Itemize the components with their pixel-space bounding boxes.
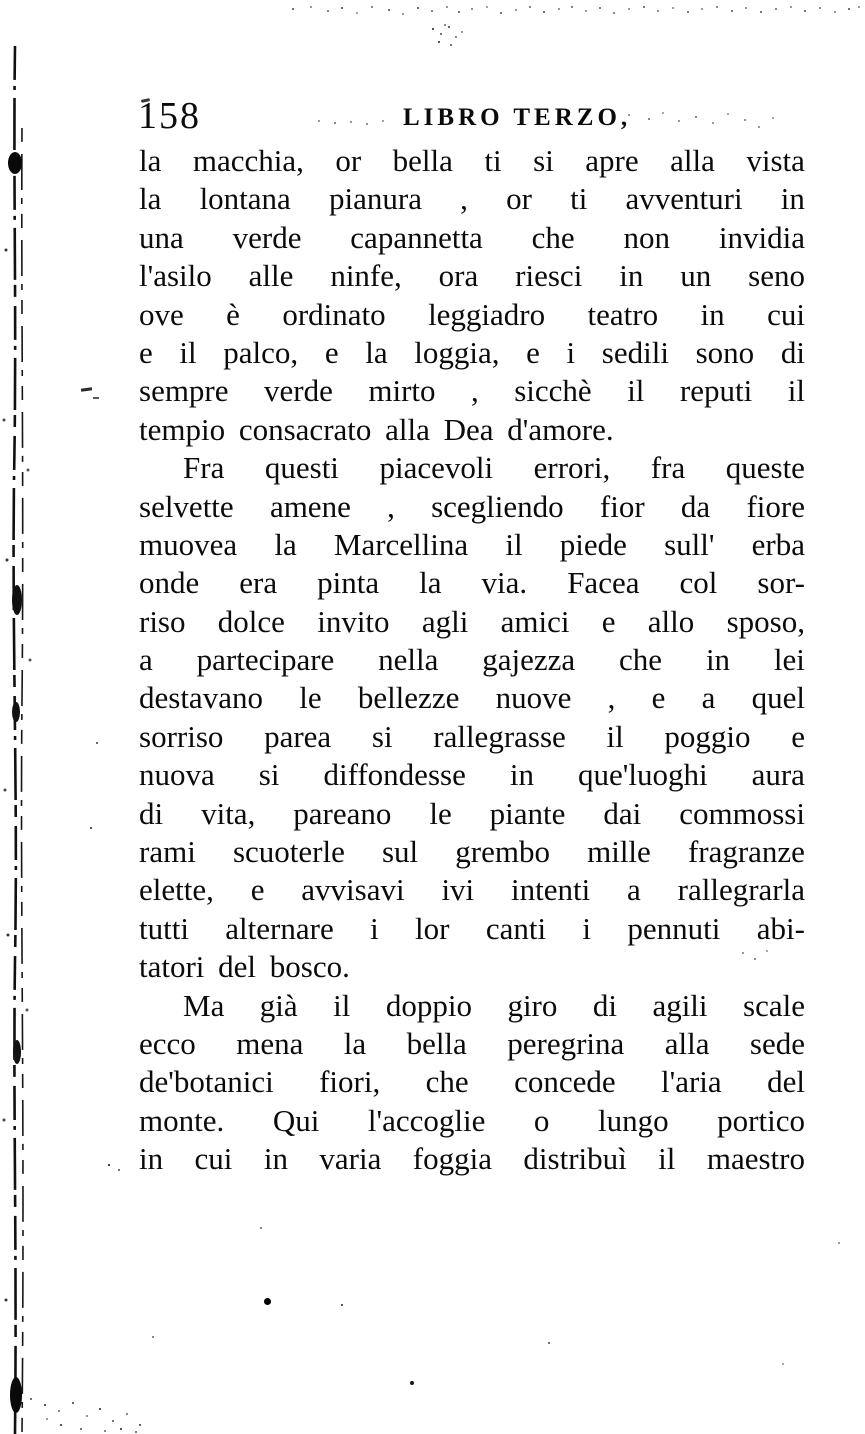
- text-line: la lontana pianura , or ti avventuri in: [139, 181, 805, 217]
- text-line: ove è ordinato leggiadro teatro in cui: [139, 296, 805, 332]
- text-line: sempre verde mirto , sicchè il reputi il: [139, 373, 805, 409]
- text-line: in cui in varia foggia distribuì il maestro: [139, 1141, 805, 1177]
- page-number: 158: [138, 95, 201, 137]
- text-line: riso dolce invito agli amici e allo sposo,: [139, 603, 805, 639]
- text-line: una verde capannetta che non invidia: [139, 219, 805, 255]
- scan-noise-bottom: [0, 0, 2, 2]
- ink-speck: [410, 1381, 414, 1385]
- margin-mark: [81, 387, 92, 392]
- text-line: Ma già il doppio giro di agili scale: [183, 987, 805, 1023]
- ink-blot: [264, 1298, 271, 1305]
- text-line: tatori del bosco.: [139, 949, 350, 985]
- text-line: la macchia, or bella ti si apre alla vista: [139, 143, 805, 178]
- binding-edge-artifact: [0, 0, 40, 1434]
- text-line: elette, e avvisavi ivi intenti a rallegrarla: [139, 872, 805, 908]
- text-line: de'botanici fiori, che concede l'aria del: [139, 1064, 805, 1100]
- text-line: di vita, pareano le piante dai commossi: [139, 795, 805, 831]
- text-line: monte. Qui l'accoglie o lungo portico: [139, 1102, 805, 1138]
- text-line: nuova si diffondesse in que'luoghi aura: [139, 757, 805, 793]
- text-line: tempio consacrato alla Dea d'amore.: [139, 411, 614, 447]
- text-line: a partecipare nella gajezza che in lei: [139, 642, 805, 678]
- running-title: LIBRO TERZO,: [403, 104, 632, 131]
- text-line: l'asilo alle ninfe, ora riesci in un seno: [139, 258, 805, 294]
- text-line: selvette amene , scegliendo fior da fiore: [139, 488, 805, 524]
- text-line: Fra questi piacevoli errori, fra queste: [183, 450, 805, 486]
- text-line: destavano le bellezze nuove , e a quel: [139, 680, 805, 716]
- margin-mark-small: [93, 397, 99, 399]
- text-line: ecco mena la bella peregrina alla sede: [139, 1025, 805, 1061]
- text-line: sorriso parea si rallegrasse il poggio e: [139, 718, 805, 754]
- text-line: muovea la Marcellina il piede sull' erba: [139, 526, 805, 562]
- text-line: tutti alternare i lor canti i pennuti abi-: [139, 910, 805, 946]
- text-line: onde era pinta la via. Facea col sor-: [139, 565, 805, 601]
- page-text-block: [139, 142, 805, 1179]
- text-line: rami scuoterle sul grembo mille fragranze: [139, 834, 805, 870]
- text-line: e il palco, e la loggia, e i sedili sono di: [139, 334, 805, 370]
